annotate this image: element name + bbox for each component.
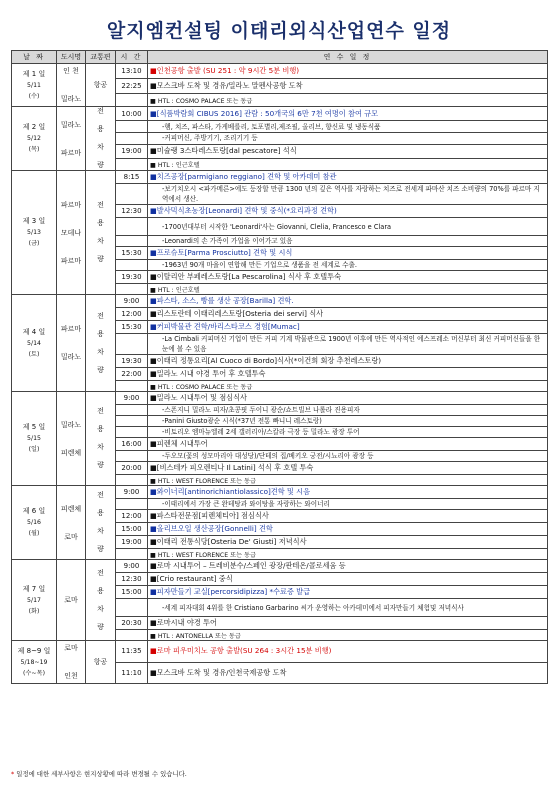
table-row: [12, 171, 548, 184]
day-date: 5/14: [27, 339, 41, 347]
event-item: ■밀라노 시내 야경 투어 후 호텔투숙: [148, 368, 548, 381]
transport-cell: 항공: [86, 64, 116, 107]
time-cell: 20:00: [116, 462, 148, 475]
event-item: ■발사믹식초농장[Leonardi] 견학 및 중식(*요리과정 견학): [148, 205, 548, 218]
event-item: ■프로슈토[Parma Prosciutto] 견학 및 시식: [148, 247, 548, 260]
table-header-row: [12, 51, 548, 64]
event-item: ■피렌체 시내투어: [148, 438, 548, 451]
page-title: 알지엠컨설팅 이태리외식산업연수 일정: [106, 20, 452, 42]
event-item: ■인천공항 출발 (SU 251 : 약 9시간 5분 비행): [148, 64, 548, 79]
time-cell: [116, 159, 148, 171]
time-cell: 20:30: [116, 617, 148, 630]
time-cell: [116, 218, 148, 236]
event-item: ■이태리 전통식당[Osteria De' Giusti] 저녁식사: [148, 536, 548, 549]
event-item: ■[비스테카 피오렌티나 Il Latini] 석식 후 호텔 투숙: [148, 462, 548, 475]
day-label: 제 8~9 일: [17, 646, 51, 655]
event-note: -커피머신, 주방기기, 조리기기 등: [148, 133, 548, 145]
time-cell: 19:00: [116, 536, 148, 549]
table-row: [12, 392, 548, 405]
time-cell: 10:00: [116, 107, 148, 121]
footnote: [11, 769, 187, 778]
hotel-info: ■ HTL : COSMO PALACE 또는 동급: [148, 381, 548, 392]
time-cell: 15:00: [116, 586, 148, 599]
event-item: ■치즈공장[parmigiano reggiano] 견학 및 아카데미 참관: [148, 171, 548, 184]
day-weekday: (화): [28, 607, 40, 615]
city-cell: 피렌체 로마: [57, 486, 86, 560]
event-item: ■커피박물관 견학/바리스타코스 경험[Mumac]: [148, 321, 548, 334]
city-cell: 로마: [57, 560, 86, 641]
time-cell: 12:00: [116, 510, 148, 523]
event-item: ■모스크바 도착 및 경유/밀라노 말펜사공항 도착: [148, 79, 548, 94]
event-item: ■피자만들기 교실[percorsidipizza] *수료증 발급: [148, 586, 548, 599]
day-cell: [12, 392, 57, 486]
day-weekday: (목): [28, 146, 40, 153]
header-time: 시 간: [116, 51, 148, 64]
table-row: [12, 107, 548, 121]
time-cell: 12:30: [116, 205, 148, 218]
transport-cell: 전 용 차 량: [86, 486, 116, 560]
time-cell: 11:35: [116, 641, 148, 663]
event-item: ■이탈리안 부페레스토랑[La Pescarolina] 식사 후 호텔투숙: [148, 271, 548, 284]
event-note: -Leonardi의 손 가족이 가업을 이어가고 있음: [148, 236, 548, 247]
day-weekday: (월): [28, 530, 40, 537]
time-cell: [116, 236, 148, 247]
event-item: ■파스타, 소스, 빵를 생산 공장[Barilla] 견학.: [148, 295, 548, 308]
day-label: 제 2 일: [22, 123, 46, 131]
time-cell: 9:00: [116, 392, 148, 405]
time-cell: 15:30: [116, 247, 148, 260]
hotel-info: ■ HTL : COSMO PALACE 또는 동급: [148, 94, 548, 107]
city-cell: 밀라노 피렌체: [57, 392, 86, 486]
time-cell: [116, 427, 148, 438]
event-note: -1700년대부터 시작한 'Leonardi'사는 Giovanni, Clelia, Francesco e Clara: [148, 218, 548, 236]
event-note: -두오모(꽃의 성모마리아 대성당)/단테의 집/베키오 궁전/시뇨리아 광장 등: [148, 451, 548, 462]
event-note: -Panini Giusto광순 시식(*37년 전통 빠니니 레스토랑): [148, 416, 548, 427]
day-label: 제 3 일: [22, 217, 46, 225]
day-date: 5/11: [27, 81, 41, 89]
time-cell: [116, 184, 148, 205]
time-cell: [116, 599, 148, 617]
city-cell: 파르마 모데나 파르마: [57, 171, 86, 295]
day-cell: [12, 641, 57, 684]
time-cell: [116, 381, 148, 392]
event-item: ■모스크바 도착 및 경유/인천국제공항 도착: [148, 662, 548, 684]
transport-cell: 전 용 차 량: [86, 392, 116, 486]
time-cell: [116, 499, 148, 510]
time-cell: [116, 630, 148, 641]
day-cell: [12, 560, 57, 641]
city-cell: 로마 인천: [57, 641, 86, 684]
time-cell: [116, 549, 148, 560]
time-cell: [116, 133, 148, 145]
time-cell: [116, 94, 148, 107]
header-plan: 연 수 일 정: [148, 51, 548, 64]
event-note: -1963년 90개 마을이 연합해 만든 기업으로 생품을 전 세계로 수출.: [148, 260, 548, 271]
transport-cell: 전 용 차 량: [86, 171, 116, 295]
day-label: 제 1 일: [22, 69, 46, 78]
time-cell: 9:00: [116, 295, 148, 308]
time-cell: 12:30: [116, 573, 148, 586]
time-cell: [116, 284, 148, 295]
time-cell: [116, 334, 148, 355]
day-cell: [12, 107, 57, 171]
hotel-info: ■ HTL : WEST FLORENCE 또는 동급: [148, 549, 548, 560]
event-note: -세계 피자대회 4위를 한 Cristiano Garbarino 씨가 운영하는 아카데미에서 피자만들기 체험및 저녁식사: [148, 599, 548, 617]
schedule-table: [11, 50, 548, 684]
table-row: [12, 486, 548, 499]
hotel-info: ■ HTL : WEST FLORENCE 또는 동급: [148, 475, 548, 486]
time-cell: 9:00: [116, 486, 148, 499]
day-label: 제 5 일: [22, 423, 46, 431]
event-item: ■로마 시내투어 – 트레비분수/스페인 광장/판테온/콜로세움 등: [148, 560, 548, 573]
time-cell: 19:30: [116, 355, 148, 368]
day-date: 5/18~19: [20, 658, 48, 666]
event-item: ■와이너리[antinorichiantiolassico]견학 및 시음: [148, 486, 548, 499]
time-cell: [116, 475, 148, 486]
time-cell: 11:10: [116, 662, 148, 684]
event-item: ■[Crio restaurant] 중식: [148, 573, 548, 586]
event-item: ■리스토란테 이태리레스토랑[Osteria dei servi] 식사: [148, 308, 548, 321]
day-label: 제 7 일: [22, 584, 46, 593]
time-cell: 9:00: [116, 560, 148, 573]
event-item: ■밀라노 시내투어 및 점심식사: [148, 392, 548, 405]
event-item: ■[식품박람회 CIBUS 2016] 관람 : 50개국의 6만 7천 여명이 참여 규모: [148, 107, 548, 121]
event-note: -La Cimbali 커피머신 기업이 만든 커피 기계 박물관으로 1900년 이후에 만든 역사적인 에스프레소 머신부터 최신 커피머신들을 한눈에 볼 수 있음: [148, 334, 548, 355]
day-date: 5/13: [27, 229, 41, 236]
time-cell: [116, 121, 148, 133]
transport-cell: 전 용 차 량: [86, 295, 116, 392]
event-item: ■올리브오일 생산공장[Gonnelli] 견학: [148, 523, 548, 536]
transport-cell: 항공: [86, 641, 116, 684]
city-cell: 인 천 밀라노: [57, 64, 86, 107]
time-cell: 19:30: [116, 271, 148, 284]
event-note: -비토리오 엠마뉴엘레 2세 갤러리아/스칼라 극장 등 밀라노 광장 투어: [148, 427, 548, 438]
day-weekday: (일): [28, 446, 40, 453]
event-item: ■미슐랭 3스타레스토랑[dal pescatore] 석식: [148, 144, 548, 158]
time-cell: 22:25: [116, 79, 148, 94]
day-date: 5/16: [27, 519, 41, 526]
time-cell: [116, 260, 148, 271]
day-label: 제 4 일: [22, 327, 46, 336]
footnote-star: *: [11, 770, 15, 778]
hotel-info: ■ HTL : 인근호텔: [148, 159, 548, 171]
time-cell: 16:00: [116, 438, 148, 451]
time-cell: [116, 451, 148, 462]
event-item: ■이태리 정통요리[Al Cuoco di Bordo]식사(*이건희 회장 추천레스토랑): [148, 355, 548, 368]
day-date: 5/12: [27, 135, 41, 142]
time-cell: 22:00: [116, 368, 148, 381]
time-cell: [116, 416, 148, 427]
time-cell: 13:10: [116, 64, 148, 79]
hotel-info: ■ HTL : ANTONELLA 또는 동급: [148, 630, 548, 641]
day-cell: [12, 64, 57, 107]
table-row: [12, 641, 548, 663]
time-cell: [116, 405, 148, 416]
table-row: [12, 64, 548, 79]
day-weekday: (토): [28, 350, 40, 358]
city-cell: 밀라노 파르마: [57, 107, 86, 171]
table-row: [12, 295, 548, 308]
header-transport: 교통편: [86, 51, 116, 64]
day-cell: [12, 295, 57, 392]
time-cell: 15:00: [116, 523, 148, 536]
event-item: ■파스타전문점[피렌체티아] 점심식사: [148, 510, 548, 523]
event-item: ■로마시내 야경 투어: [148, 617, 548, 630]
time-cell: 12:00: [116, 308, 148, 321]
header-city: 도시명: [57, 51, 86, 64]
day-weekday: (금): [28, 240, 40, 247]
day-label: 제 6 일: [22, 507, 46, 515]
event-note: -이태리에서 가장 큰 완테탕과 와이탕을 자랑하는 와이너리: [148, 499, 548, 510]
city-cell: 파르마 밀라노: [57, 295, 86, 392]
table-row: [12, 560, 548, 573]
time-cell: 8:15: [116, 171, 148, 184]
transport-cell: 전 용 차 량: [86, 107, 116, 171]
day-weekday: (수~목): [23, 669, 45, 677]
event-note: -보기치오시 <파가메른>에도 등장할 만큼 1300 년의 깊은 역사를 자랑하는 치즈로 전세계 파마산 치즈 소비량의 70%를 파르마 지역에서 생산.: [148, 184, 548, 205]
event-note: -스폰지니 밀라노 피자/초콩핏 두이니 광순/쇼트빌브 나롤라 진용피자: [148, 405, 548, 416]
event-item: ■로마 피우미치노 공항 출발(SU 264 : 3시간 15분 비행): [148, 641, 548, 663]
day-date: 5/15: [27, 435, 41, 442]
transport-cell: 전 용 차 량: [86, 560, 116, 641]
footnote-text: 일정에 대한 세부사항은 현지상황에 따라 변경될 수 있습니다.: [14, 770, 187, 778]
day-date: 5/17: [27, 596, 41, 604]
day-cell: [12, 171, 57, 295]
day-cell: [12, 486, 57, 560]
time-cell: 15:30: [116, 321, 148, 334]
hotel-info: ■ HTL : 인근호텔: [148, 284, 548, 295]
time-cell: 19:00: [116, 144, 148, 158]
header-day: 날 짜: [12, 51, 57, 64]
day-weekday: (수): [28, 92, 40, 100]
event-note: -햄, 치즈, 파스타, 가게베를리, 토포별리,제조필, 올리브, 향신료 및 냉동식품: [148, 121, 548, 133]
